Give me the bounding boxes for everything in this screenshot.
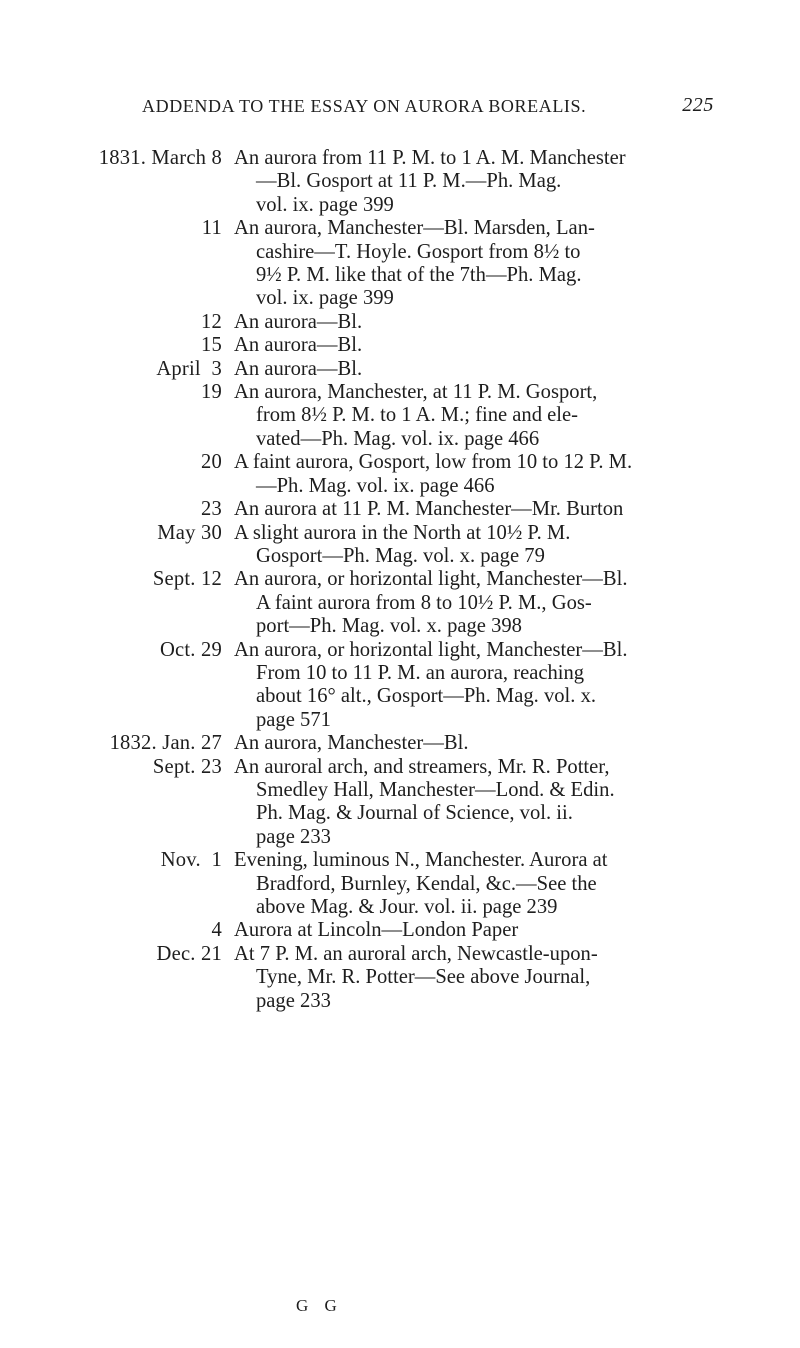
entry-line: Bradford, Burnley, Kendal, &c.—See the [256, 872, 597, 895]
entry-line: above Mag. & Jour. vol. ii. page 239 [256, 896, 558, 918]
entry-date: April 3 [156, 357, 222, 380]
chronology-entry [0, 522, 800, 569]
chronology-entry [0, 568, 800, 638]
entry-text [234, 334, 796, 357]
entry-date: 15 [201, 334, 222, 357]
entry-date: 4 [211, 919, 222, 942]
entry-date: Sept. 23 [152, 755, 222, 778]
entry-date: May 30 [157, 521, 222, 544]
entry-line: cashire—T. Hoyle. Gosport from 8½ to [256, 240, 581, 263]
entry-line: from 8½ P. M. to 1 A. M.; fine and ele- [256, 404, 579, 427]
entry-line: Smedley Hall, Manchester—Lond. & Edin. [256, 778, 615, 801]
entry-line: An auroral arch, and streamers, Mr. R. Potter, [234, 755, 610, 778]
chronology-entry [0, 639, 800, 733]
chronology-entry [0, 381, 800, 451]
entry-line: An aurora, Manchester, at 11 P. M. Gosport, [234, 381, 598, 404]
chronology-entry [0, 756, 800, 850]
entry-date: 12 [201, 310, 222, 333]
entry-date: Dec. 21 [156, 942, 222, 965]
entry-list [0, 147, 800, 1013]
entry-line: An aurora—Bl. [234, 357, 363, 380]
entry-text [234, 358, 796, 381]
chronology-entry [0, 498, 800, 521]
entry-line: page 233 [256, 825, 331, 848]
chronology-entry [0, 358, 800, 381]
entry-line: An aurora, or horizontal light, Manchester—Bl. [234, 568, 628, 591]
entry-line: about 16° alt., Gosport—Ph. Mag. vol. x. [256, 685, 597, 708]
entry-text [234, 498, 796, 521]
chronology-entry [0, 217, 800, 311]
entry-date: Nov. 1 [160, 849, 222, 872]
entry-line: vol. ix. page 399 [256, 193, 394, 216]
entry-line: —Ph. Mag. vol. ix. page 466 [256, 474, 495, 497]
chronology-entry [0, 334, 800, 357]
entry-date: 23 [201, 498, 222, 521]
entry-line: A faint aurora, Gosport, low from 10 to 12 P. M. [234, 451, 633, 474]
chronology-entry [0, 919, 800, 942]
entry-line: An aurora—Bl. [234, 310, 363, 333]
entry-text [234, 919, 796, 942]
entry-line: Gosport—Ph. Mag. vol. x. page 79 [256, 544, 545, 567]
entry-line: port—Ph. Mag. vol. x. page 398 [256, 615, 522, 638]
entry-line: An aurora, Manchester—Bl. [234, 732, 469, 755]
entry-date: 19 [201, 381, 222, 404]
entry-text [234, 639, 796, 733]
entry-text [234, 849, 796, 919]
entry-date: Sept. 12 [152, 568, 222, 591]
entry-line: An aurora from 11 P. M. to 1 A. M. Manchester [234, 147, 626, 169]
entry-line: An aurora, Manchester—Bl. Marsden, Lan- [234, 217, 595, 240]
entry-line: Aurora at Lincoln—London Paper [234, 919, 519, 942]
entry-line: vated—Ph. Mag. vol. ix. page 466 [256, 427, 540, 450]
entry-text [234, 568, 796, 638]
chronology-entry [0, 451, 800, 498]
entry-text [234, 943, 796, 1013]
page-number: 225 [682, 94, 714, 116]
entry-line: An aurora—Bl. [234, 334, 363, 357]
entry-line: page 233 [256, 989, 331, 1012]
entry-text [234, 522, 796, 569]
entry-date: Oct. 29 [159, 638, 222, 661]
entry-text [234, 732, 796, 755]
running-header [142, 94, 714, 117]
chronology-entry [0, 311, 800, 334]
entry-text [234, 756, 796, 850]
entry-line: From 10 to 11 P. M. an aurora, reaching [256, 661, 585, 684]
entry-date: 11 [201, 217, 222, 240]
chronology-entry [0, 849, 800, 919]
entry-line: An aurora, or horizontal light, Manchester—Bl. [234, 638, 628, 661]
entry-line: A slight aurora in the North at 10½ P. M. [234, 521, 571, 544]
entry-line: 9½ P. M. like that of the 7th—Ph. Mag. [256, 264, 582, 287]
entry-line: page 571 [256, 708, 331, 731]
entry-text [234, 381, 796, 451]
entry-text [234, 311, 796, 334]
entry-line: An aurora at 11 P. M. Manchester—Mr. Burton [234, 498, 624, 521]
chronology-entry [0, 732, 800, 755]
header-title: ADDENDA TO THE ESSAY ON AURORA BOREALIS. [142, 96, 587, 116]
chronology-entry [0, 147, 800, 217]
entry-line: Evening, luminous N., Manchester. Aurora at [234, 849, 608, 872]
entry-line: Tyne, Mr. R. Potter—See above Journal, [256, 966, 591, 989]
signature-mark: G G [296, 1296, 343, 1315]
chronology-entry [0, 943, 800, 1013]
entry-text [234, 147, 796, 217]
entry-date: 20 [201, 451, 222, 474]
entry-line: vol. ix. page 399 [256, 287, 394, 310]
entry-line: At 7 P. M. an auroral arch, Newcastle-upon- [234, 942, 598, 965]
entry-text [234, 217, 796, 311]
entry-line: A faint aurora from 8 to 10½ P. M., Gos- [256, 591, 592, 614]
entry-line: —Bl. Gosport at 11 P. M.—Ph. Mag. [256, 170, 562, 193]
entry-line: Ph. Mag. & Journal of Science, vol. ii. [256, 802, 573, 825]
entry-text [234, 451, 796, 498]
entry-date: 1831. March 8 [98, 147, 222, 169]
entry-date: 1832. Jan. 27 [109, 732, 222, 755]
